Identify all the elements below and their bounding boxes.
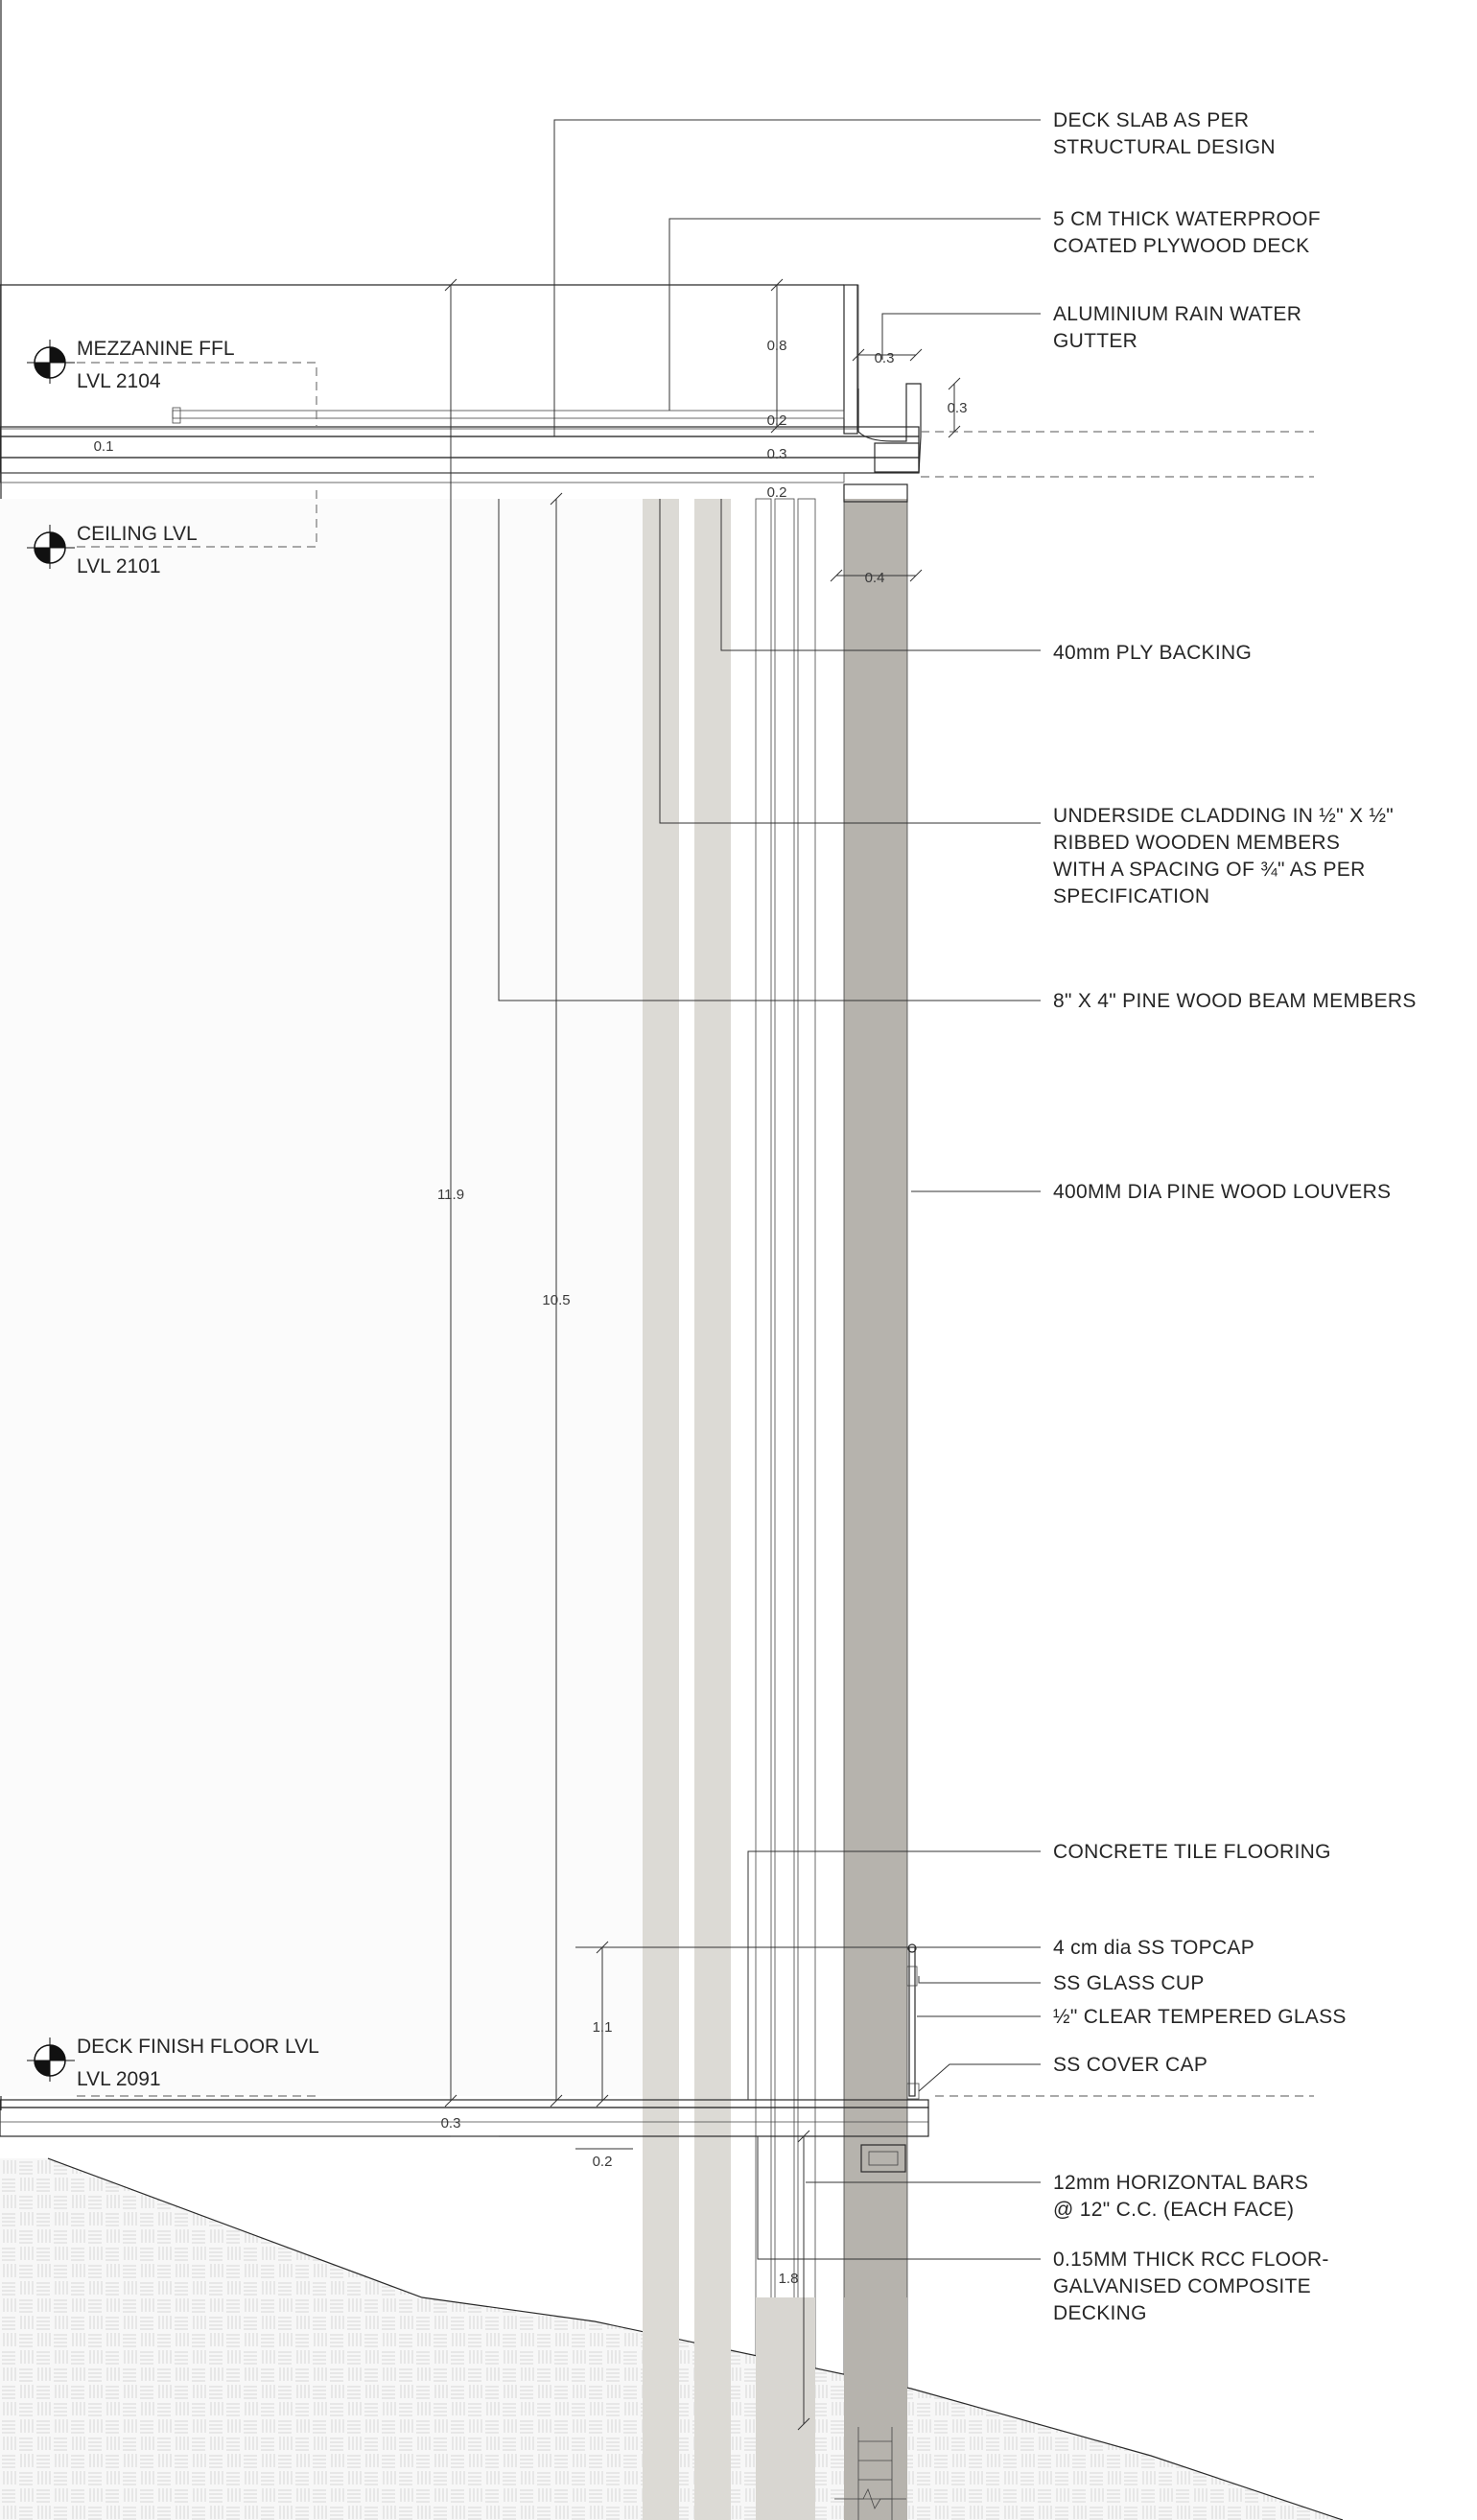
annotation-line: GUTTER <box>1053 330 1138 352</box>
rain-water-gutter <box>858 384 921 473</box>
dimension-value: 0.2 <box>766 412 787 429</box>
annotation-line: SS COVER CAP <box>1053 2054 1208 2076</box>
annotation-note <box>1053 208 1321 257</box>
annotation-line: ½" CLEAR TEMPERED GLASS <box>1053 2006 1347 2028</box>
louver <box>643 499 679 2520</box>
annotation-line: UNDERSIDE CLADDING IN ½" X ½" <box>1053 805 1395 827</box>
annotation-line: DECK SLAB AS PER <box>1053 109 1250 131</box>
dimension-value: 0.3 <box>874 350 895 366</box>
annotation-line: ALUMINIUM RAIN WATER <box>1053 303 1302 325</box>
level-value: LVL 2104 <box>77 370 161 392</box>
louver <box>694 499 731 2520</box>
annotation-note <box>1053 1937 1254 1959</box>
level-name: CEILING LVL <box>77 523 198 545</box>
dimension-value: 0.2 <box>766 484 787 501</box>
annotation-line: 0.15MM THICK RCC FLOOR- <box>1053 2249 1329 2271</box>
annotation-line: SPECIFICATION <box>1053 885 1210 907</box>
annotation-line: 400MM DIA PINE WOOD LOUVERS <box>1053 1181 1392 1203</box>
annotation-line: GALVANISED COMPOSITE <box>1053 2275 1311 2297</box>
dimension-value: 0.8 <box>766 338 787 354</box>
floor-tile <box>0 2100 928 2108</box>
annotation-note <box>1053 109 1276 158</box>
ply-backing <box>0 473 844 483</box>
deck-stud <box>173 408 180 423</box>
annotation-line: @ 12" C.C. (EACH FACE) <box>1053 2199 1295 2221</box>
annotation-note <box>1053 642 1252 664</box>
dimension-value: 1.8 <box>778 2271 799 2287</box>
level-value: LVL 2101 <box>77 555 161 577</box>
dimension-value: 10.5 <box>542 1292 571 1308</box>
annotation-line: STRUCTURAL DESIGN <box>1053 136 1276 158</box>
annotation-line: CONCRETE TILE FLOORING <box>1053 1841 1331 1863</box>
level-value: LVL 2091 <box>77 2068 161 2090</box>
annotation-note <box>1053 1181 1391 1203</box>
annotation-note <box>1053 990 1417 1012</box>
louver <box>775 499 794 2520</box>
level-name: MEZZANINE FFL <box>77 338 235 360</box>
annotation-line: 5 CM THICK WATERPROOF <box>1053 208 1321 230</box>
annotation-line: RIBBED WOODEN MEMBERS <box>1053 832 1341 854</box>
dimension-value: 1.1 <box>592 2019 613 2036</box>
parapet-edge <box>844 285 857 434</box>
dimension-value: 11.9 <box>436 1187 465 1203</box>
annotation-line: DECKING <box>1053 2302 1147 2324</box>
level-marker <box>27 338 235 392</box>
annotation-line: 4 cm dia SS TOPCAP <box>1053 1937 1255 1959</box>
annotation-line: WITH A SPACING OF ¾" AS PER <box>1053 859 1366 881</box>
annotation-line: 8" X 4" PINE WOOD BEAM MEMBERS <box>1053 990 1417 1012</box>
annotation-note <box>1053 2006 1347 2028</box>
dimension-value: 0.1 <box>93 438 114 455</box>
annotation-note <box>1053 1972 1205 1994</box>
annotation-note <box>1053 805 1394 907</box>
tempered-glass <box>909 1947 915 2096</box>
deck-top-strip <box>173 411 844 418</box>
louver <box>798 499 815 2520</box>
dimension-value: 0.2 <box>592 2154 613 2170</box>
dimension-value: 0.3 <box>947 400 968 416</box>
annotation-note <box>1053 2054 1207 2076</box>
annotation-note <box>1053 2172 1308 2221</box>
annotation-line: SS GLASS CUP <box>1053 1972 1205 1994</box>
annotation-note <box>1053 303 1301 352</box>
dimension-value: 0.4 <box>864 570 885 586</box>
dimension-value: 0.3 <box>766 446 787 462</box>
annotation-line: COATED PLYWOOD DECK <box>1053 235 1310 257</box>
annotation-line: 40mm PLY BACKING <box>1053 642 1253 664</box>
level-name: DECK FINISH FLOOR LVL <box>77 2036 319 2058</box>
louver-column <box>844 499 907 2520</box>
annotation-note <box>1053 1841 1331 1863</box>
annotation-note <box>1053 2249 1329 2324</box>
dimension-value: 0.3 <box>440 2115 461 2131</box>
annotation-line: 12mm HORIZONTAL BARS <box>1053 2172 1309 2194</box>
